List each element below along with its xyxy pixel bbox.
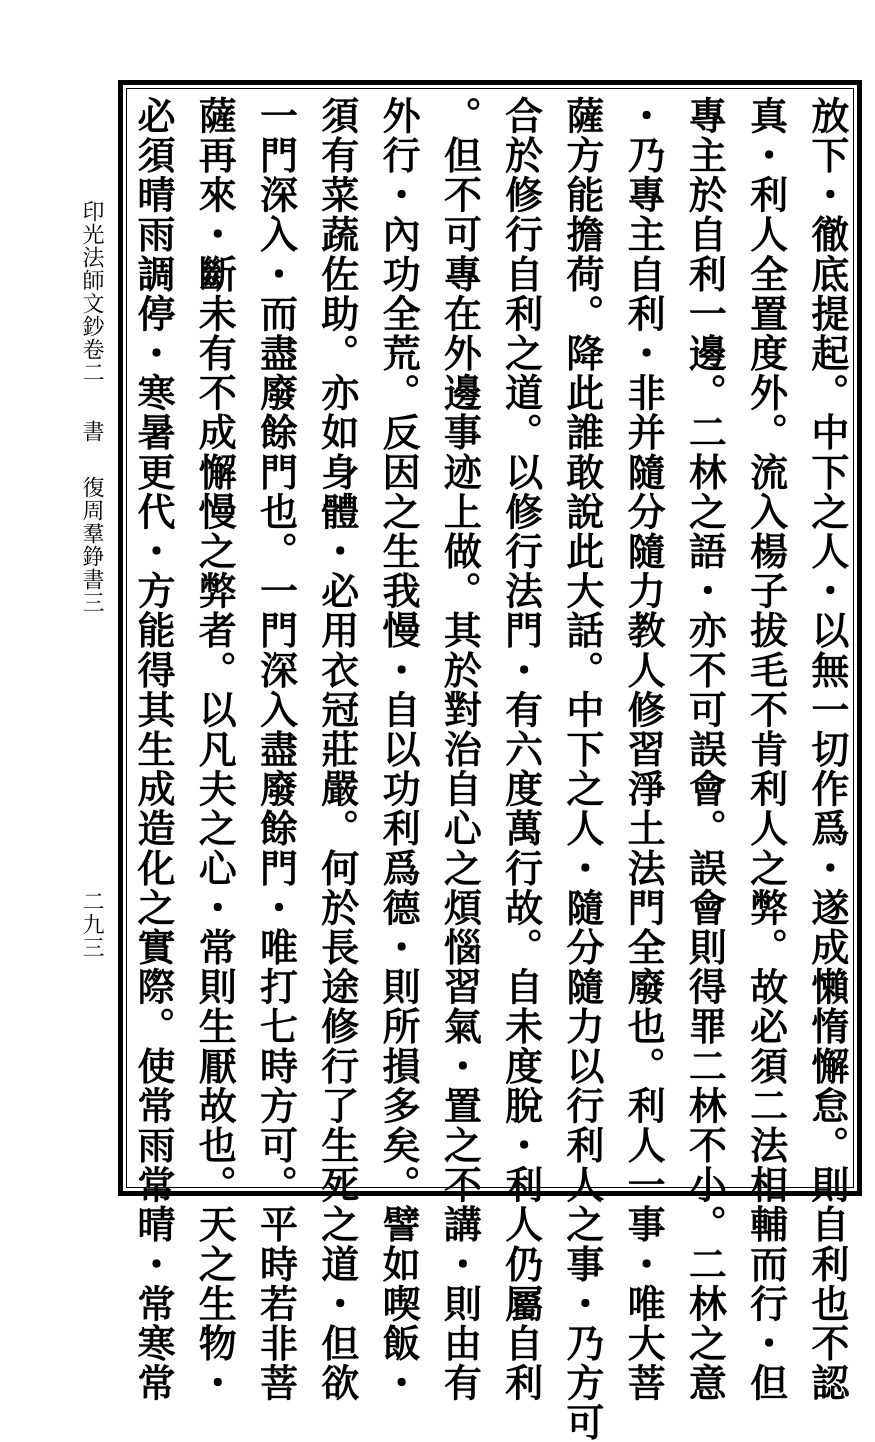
text-column-2: 真・利人全置度外。流入楊子拔毛不肯利人之弊。故必須二法相輔而行・但 bbox=[743, 96, 789, 1403]
text-column-6: 合於修行自利之道。以修行法門・有六度萬行故。自未度脫・利人仍屬自利 bbox=[498, 96, 544, 1403]
page-number: 二九三 bbox=[79, 890, 104, 959]
text-column-4: ・乃專主自利・非并隨分隨力教人修習淨土法門全廢也。利人一事・唯大菩 bbox=[621, 96, 667, 1403]
margin-letter-title: 復周羣錚書三 bbox=[79, 476, 104, 614]
margin-section-label: 書 bbox=[79, 420, 104, 442]
main-text-block bbox=[126, 88, 854, 1442]
text-column-11: 薩再來・斷未有不成懈慢之弊者。以凡夫之心・常則生厭故也。天之生物・ bbox=[192, 96, 238, 1403]
text-column-9: 須有菜蔬佐助。亦如身體・必用衣冠莊嚴。何於長途修行了生死之道・但欲 bbox=[314, 96, 360, 1403]
text-column-7: 。但不可專在外邊事迹上做。其於對治自心之煩惱習氣・置之不講・則由有 bbox=[437, 96, 483, 1403]
text-column-3: 專主於自利一邊。二林之語・亦不可誤會。誤會則得罪二林不小。二林之意 bbox=[682, 96, 728, 1403]
text-column-8: 外行・內功全荒。反因之生我慢・自以功利爲德・則所損多矣。譬如喫飯・ bbox=[376, 96, 422, 1403]
text-column-1: 放下・徹底提起。中下之人・以無一切作爲・遂成懶惰懈怠。則自利也不認 bbox=[804, 96, 850, 1403]
text-column-12: 必須晴雨調停・寒暑更代・方能得其生成造化之實際。使常雨常晴・常寒常 bbox=[131, 96, 176, 1403]
text-column-5: 薩方能擔荷。降此誰敢說此大話。中下之人・隨分隨力以行利人之事・乃方可 bbox=[559, 96, 605, 1442]
margin-book-title: 印光法師文鈔卷二 bbox=[79, 200, 104, 384]
text-column-10: 一門深入・而盡廢餘門也。一門深入盡廢餘門・唯打七時方可。平時若非菩 bbox=[253, 96, 299, 1403]
